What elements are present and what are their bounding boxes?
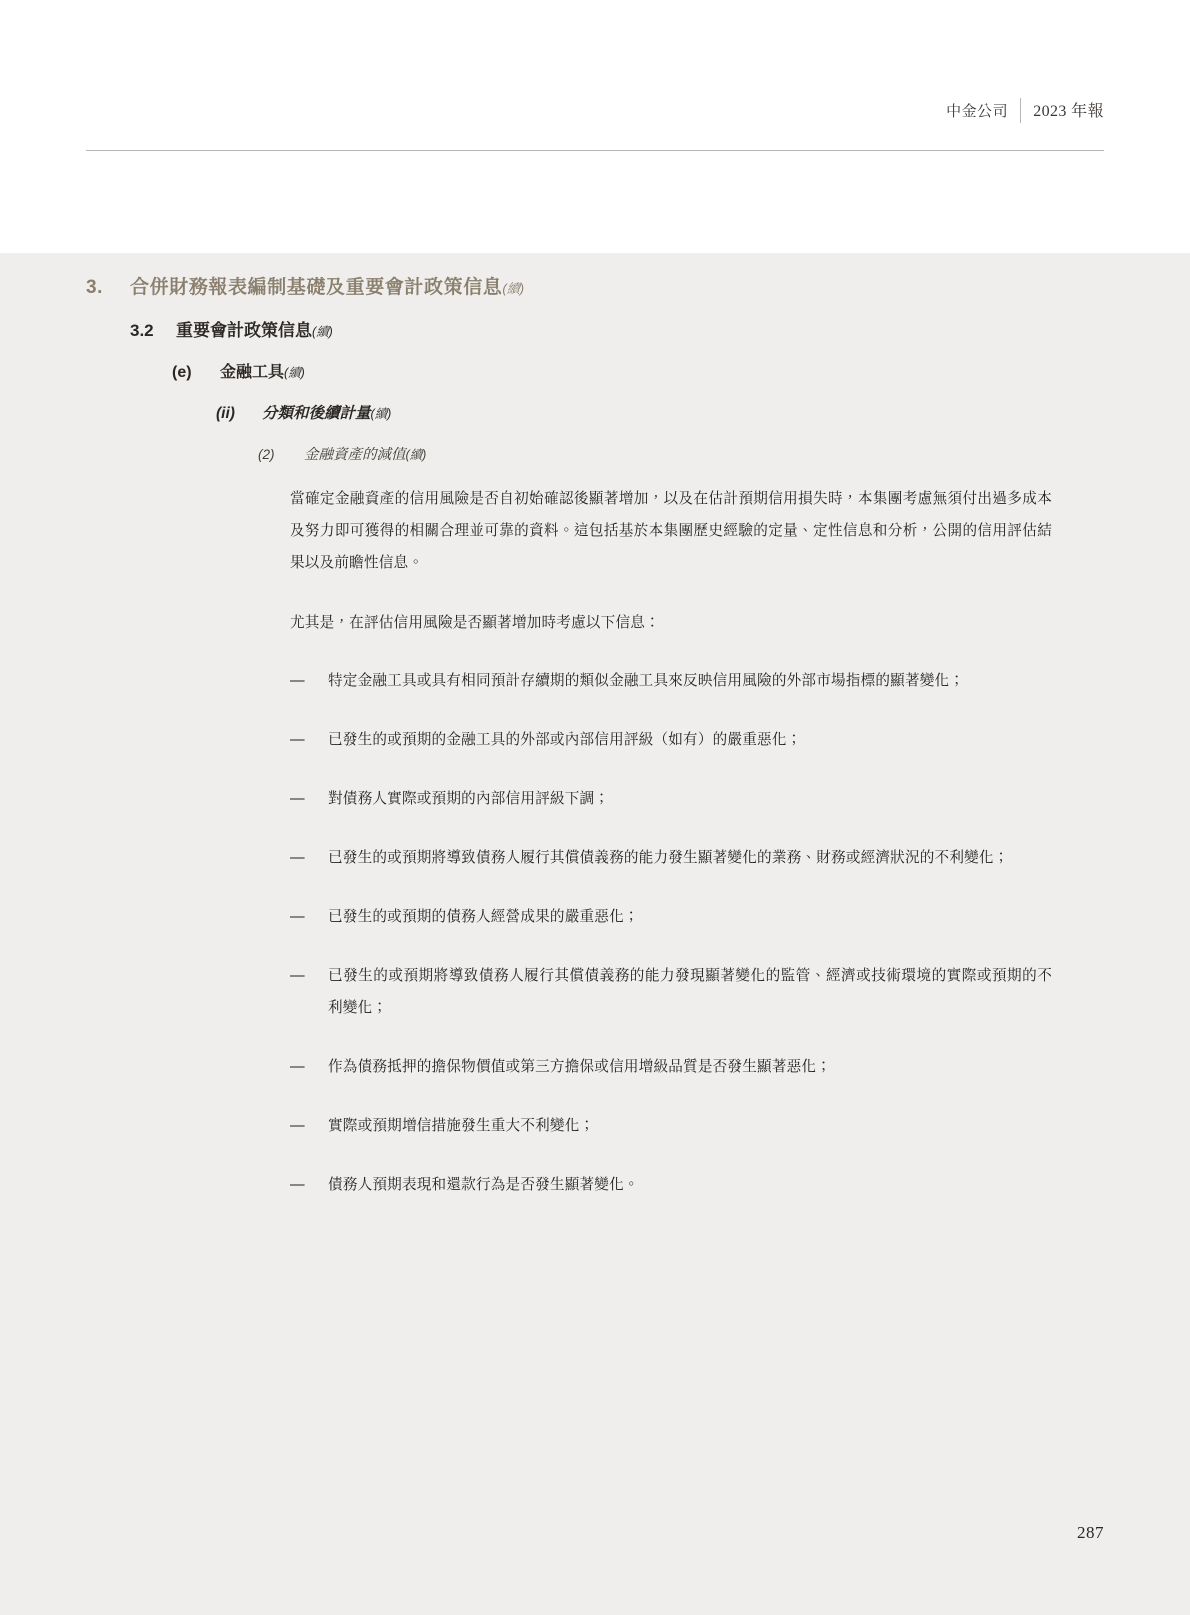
list-item (290, 665, 1052, 697)
list-item-text: 債務人預期表現和還款行為是否發生顯著變化。 (328, 1177, 639, 1193)
item-ii-heading (216, 401, 391, 423)
list-item-text: 特定金融工具或具有相同預計存續期的類似金融工具來反映信用風險的外部市場指標的顯著變化； (328, 673, 965, 689)
item-ii-title: 分類和後續計量 (262, 405, 371, 422)
section-continued-marker: (續) (502, 281, 525, 296)
item-2-heading (258, 443, 426, 464)
subsection-heading (130, 316, 333, 341)
item-2-title: 金融資產的減值 (304, 447, 406, 463)
item-2-continued-marker: (續) (405, 448, 427, 462)
item-e-continued-marker: (續) (284, 366, 305, 380)
list-item-text: 對債務人實際或預期的內部信用評級下調； (328, 791, 610, 807)
bullet-dash-icon: — (290, 1118, 305, 1134)
header-company-name: 中金公司 (946, 103, 1009, 120)
item-e-title: 金融工具 (220, 364, 285, 381)
bullet-dash-icon: — (290, 732, 305, 748)
bullet-dash-icon: — (290, 791, 305, 807)
page-number: 287 (1077, 1523, 1104, 1542)
bullet-list (290, 665, 1052, 1201)
section-title: 合併財務報表編制基礎及重要會計政策信息 (130, 277, 503, 298)
header-report-year: 2023 年報 (1033, 103, 1104, 120)
list-item (290, 783, 1052, 815)
list-item-text: 實際或預期增信措施發生重大不利變化； (328, 1118, 595, 1134)
item-e-heading (172, 359, 305, 382)
item-ii-number: (ii) (216, 405, 235, 422)
list-item (290, 1110, 1052, 1142)
list-item-text: 已發生的或預期將導致債務人履行其償債義務的能力發生顯著變化的業務、財務或經濟狀況的不利變化； (328, 850, 1009, 866)
list-item (290, 1051, 1052, 1083)
section-heading (86, 272, 1106, 299)
section-number: 3. (86, 277, 104, 298)
subsection-continued-marker: (續) (312, 325, 333, 339)
bullet-dash-icon: — (290, 850, 305, 866)
list-item (290, 1169, 1052, 1201)
subsection-number: 3.2 (130, 321, 154, 340)
item-2-number: (2) (258, 447, 275, 462)
subsection-title: 重要會計政策信息 (176, 321, 312, 340)
bullet-dash-icon: — (290, 1177, 305, 1193)
body-content (290, 483, 1052, 1228)
list-item (290, 960, 1052, 1024)
list-item-text: 已發生的或預期的金融工具的外部或內部信用評級（如有）的嚴重惡化； (328, 732, 802, 748)
bullet-dash-icon: — (290, 909, 305, 925)
list-item (290, 842, 1052, 874)
item-e-number: (e) (172, 364, 192, 381)
paragraph-2: 尤其是，在評估信用風險是否顯著增加時考慮以下信息： (290, 615, 660, 631)
list-item-text: 已發生的或預期的債務人經營成果的嚴重惡化； (328, 909, 639, 925)
header-inner (946, 98, 1104, 133)
bullet-dash-icon: — (290, 968, 305, 984)
bullet-dash-icon: — (290, 1059, 305, 1075)
paragraph-1: 當確定金融資產的信用風險是否自初始確認後顯著增加，以及在估計預期信用損失時，本集團考慮無須付出過多成本及努力即可獲得的相關合理並可靠的資料。這包括基於本集團歷史經驗的定量、定性信息和分析，公開的信用評估結果以及前瞻性信息。 (290, 491, 1052, 571)
list-item (290, 724, 1052, 756)
list-item (290, 901, 1052, 933)
page-header (86, 98, 1104, 151)
item-ii-continued-marker: (續) (370, 407, 392, 421)
bullet-dash-icon: — (290, 673, 305, 689)
list-item-text: 作為債務抵押的擔保物價值或第三方擔保或信用增級品質是否發生顯著惡化； (328, 1059, 831, 1075)
list-item-text: 已發生的或預期將導致債務人履行其償債義務的能力發現顯著變化的監管、經濟或技術環境的實際或預期的不利變化； (328, 968, 1052, 1016)
